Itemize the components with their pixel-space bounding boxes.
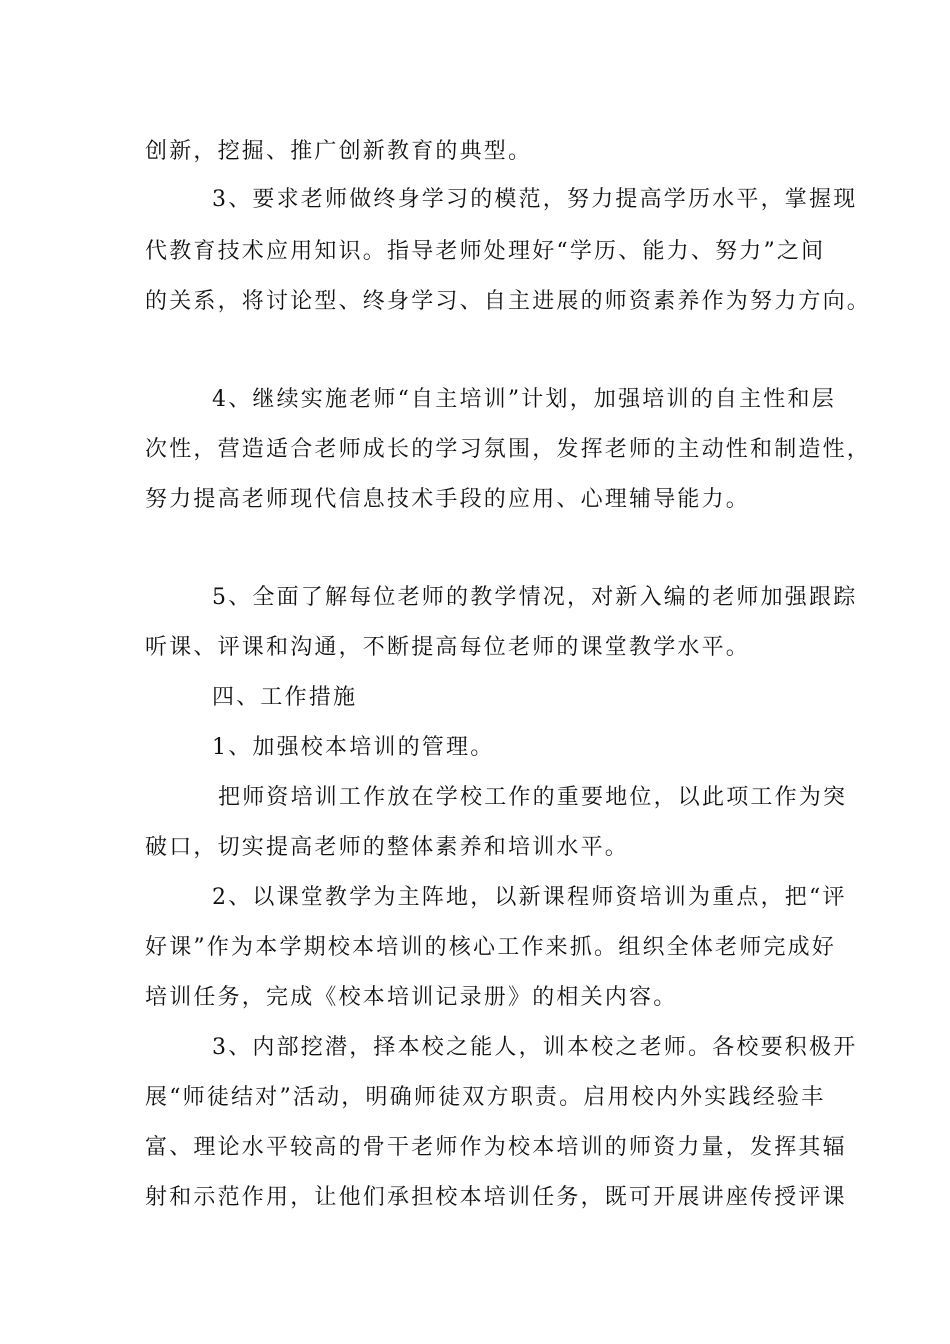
text-line: 3、要求老师做终身学习的模范，努力提高学历水平，掌握现 bbox=[212, 187, 858, 212]
text-line: 1、加强校本培训的管理。 bbox=[212, 735, 495, 760]
text-line: 努力提高老师现代信息技术手段的应用、心理辅导能力。 bbox=[145, 487, 751, 512]
text-line: 2、以课堂教学为主阵地，以新课程师资培训为重点，把“评 bbox=[212, 885, 847, 910]
text-line: 听课、评课和沟通，不断提高每位老师的课堂教学水平。 bbox=[145, 635, 751, 660]
text-line: 4、继续实施老师“自主培训”计划，加强培训的自主性和层 bbox=[212, 387, 836, 412]
text-line: 培训任务，完成《校本培训记录册》的相关内容。 bbox=[145, 985, 678, 1010]
text-line: 展“师徒结对”活动，明确师徒双方职责。启用校内外实践经验丰 bbox=[145, 1085, 826, 1110]
text-line: 3、内部挖潜，择本校之能人，训本校之老师。各校要积极开 bbox=[212, 1035, 858, 1060]
text-line: 射和示范作用，让他们承担校本培训任务，既可开展讲座传授评课 bbox=[145, 1185, 847, 1210]
text-line: 把师资培训工作放在学校工作的重要地位，以此项工作为突 bbox=[218, 785, 848, 810]
text-line: 的关系，将讨论型、终身学习、自主进展的师资素养作为努力方向。 bbox=[145, 289, 872, 314]
text-line: 富、理论水平较高的骨干老师作为校本培训的师资力量，发挥其辐 bbox=[145, 1135, 847, 1160]
text-line: 代教育技术应用知识。指导老师处理好“学历、能力、努力”之间 bbox=[145, 239, 826, 264]
text-line: 创新，挖掘、推广创新教育的典型。 bbox=[145, 139, 533, 164]
text-line: 次性，营造适合老师成长的学习氛围，发挥老师的主动性和制造性， bbox=[145, 437, 872, 462]
text-line: 好课”作为本学期校本培训的核心工作来抓。组织全体老师完成好 bbox=[145, 935, 837, 960]
text-line: 破口，切实提高老师的整体素养和培训水平。 bbox=[145, 835, 630, 860]
section-heading: 四、工作措施 bbox=[212, 685, 358, 710]
text-line: 5、全面了解每位老师的教学情况，对新入编的老师加强跟踪 bbox=[212, 585, 858, 610]
